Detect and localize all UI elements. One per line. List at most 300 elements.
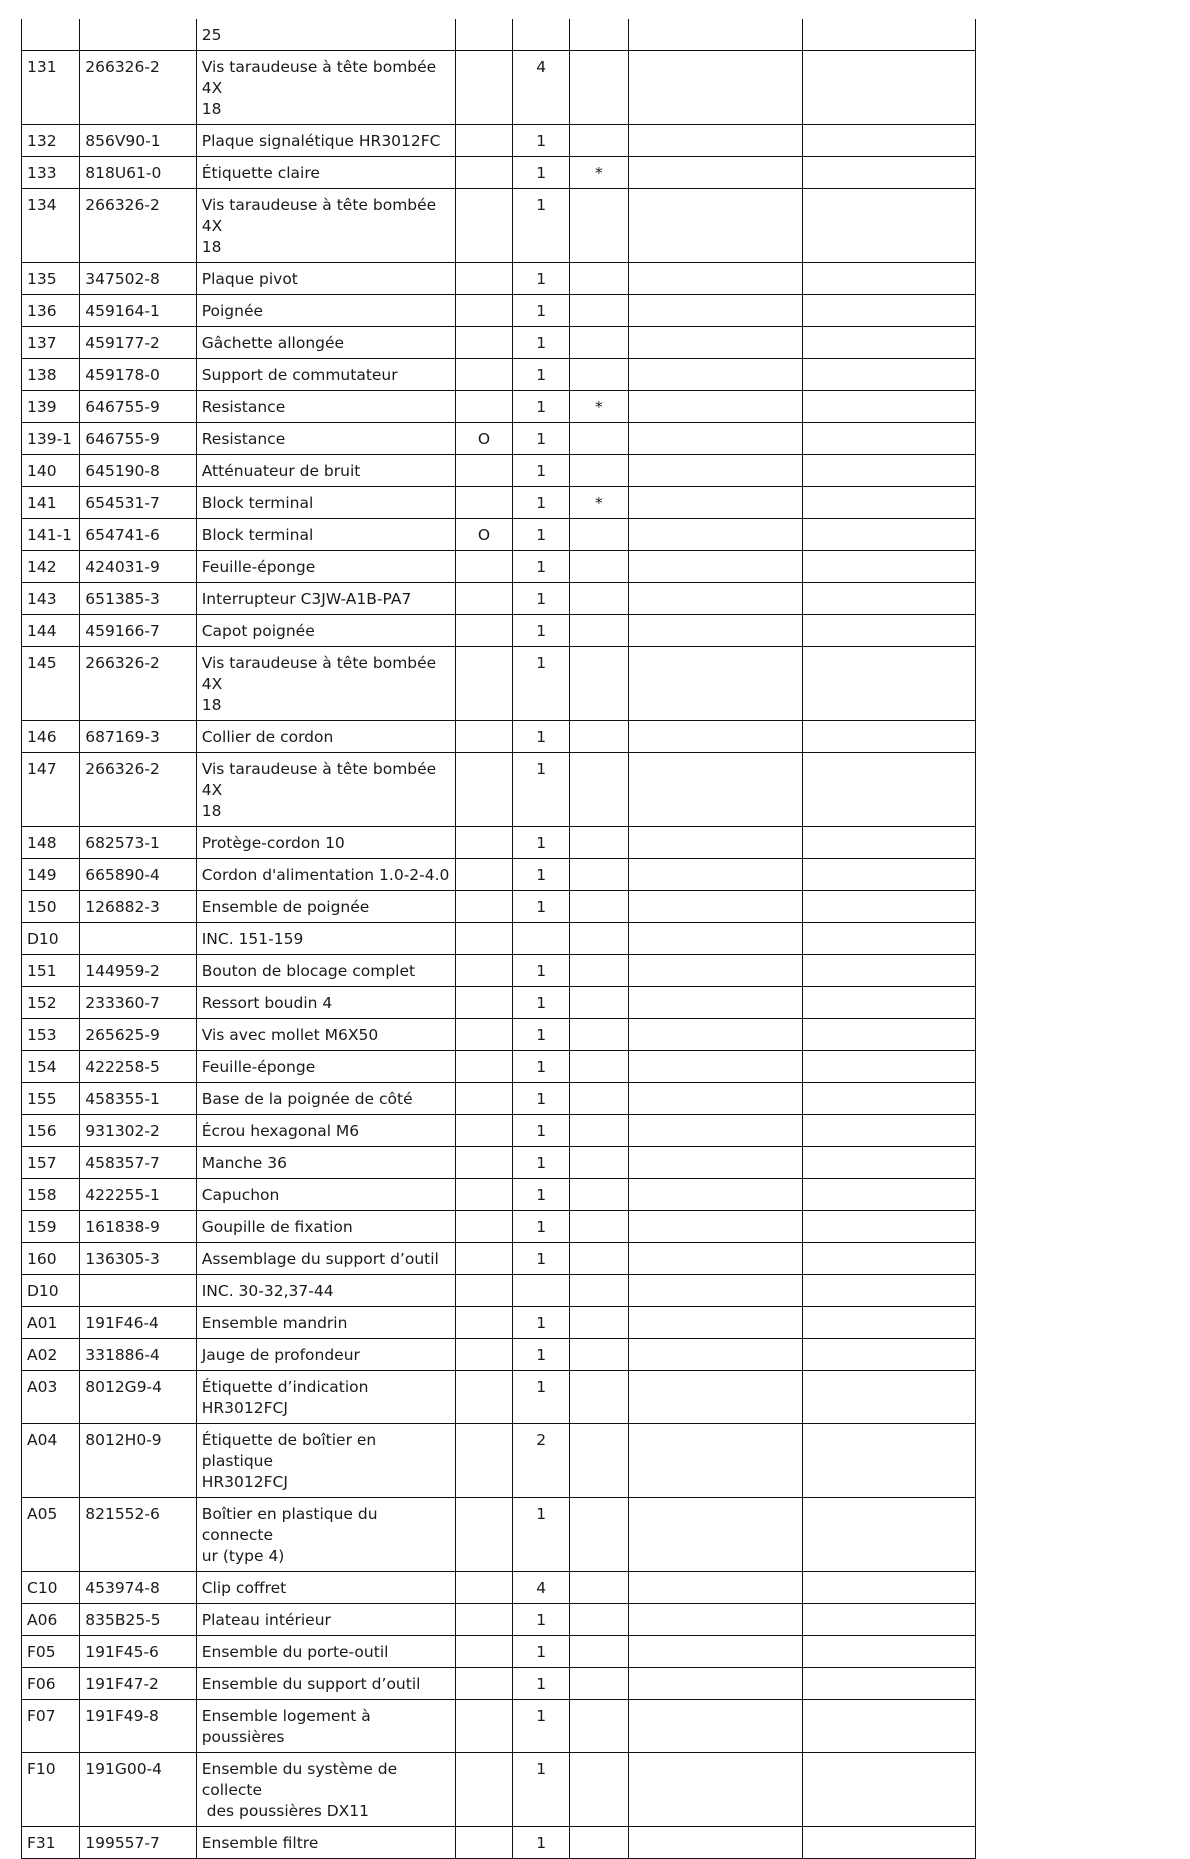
option-cell [455, 1339, 512, 1371]
table-row [22, 647, 976, 721]
remark-cell [803, 157, 976, 189]
table-row [22, 1827, 976, 1859]
remark-cell [803, 615, 976, 647]
mark-cell [570, 1211, 628, 1243]
description-cell: Block terminal [196, 487, 455, 519]
remark-cell [803, 1371, 976, 1424]
option-cell [455, 647, 512, 721]
note-cell [628, 1147, 803, 1179]
table-row [22, 1147, 976, 1179]
quantity-cell: 4 [513, 1572, 570, 1604]
part-number-cell: 682573-1 [80, 827, 196, 859]
item-number-cell: F07 [22, 1700, 80, 1753]
description-cell: Plaque signalétique HR3012FC [196, 125, 455, 157]
item-number-cell: 160 [22, 1243, 80, 1275]
quantity-cell: 1 [513, 615, 570, 647]
table-row [22, 263, 976, 295]
table-row [22, 1275, 976, 1307]
part-number-cell: 191G00-4 [80, 1753, 196, 1827]
table-row [22, 1243, 976, 1275]
table-row [22, 955, 976, 987]
description-cell: Plateau intérieur [196, 1604, 455, 1636]
quantity-cell [513, 19, 570, 51]
quantity-cell: 1 [513, 1243, 570, 1275]
remark-cell [803, 551, 976, 583]
remark-cell [803, 1572, 976, 1604]
option-cell [455, 955, 512, 987]
item-number-cell: 141-1 [22, 519, 80, 551]
option-cell [455, 827, 512, 859]
item-number-cell: 135 [22, 263, 80, 295]
mark-cell [570, 1604, 628, 1636]
part-number-cell: 645190-8 [80, 455, 196, 487]
item-number-cell: 136 [22, 295, 80, 327]
mark-cell [570, 859, 628, 891]
remark-cell [803, 1827, 976, 1859]
mark-cell [570, 327, 628, 359]
note-cell [628, 1424, 803, 1498]
item-number-cell: 131 [22, 51, 80, 125]
part-number-cell: 161838-9 [80, 1211, 196, 1243]
description-cell: Ensemble du support d’outil [196, 1668, 455, 1700]
table-row [22, 1179, 976, 1211]
quantity-cell: 1 [513, 1668, 570, 1700]
mark-cell: * [570, 391, 628, 423]
item-number-cell: 150 [22, 891, 80, 923]
description-cell: Assemblage du support d’outil [196, 1243, 455, 1275]
remark-cell [803, 1147, 976, 1179]
remark-cell [803, 295, 976, 327]
note-cell [628, 859, 803, 891]
mark-cell: * [570, 487, 628, 519]
description-cell: Resistance [196, 391, 455, 423]
note-cell [628, 647, 803, 721]
option-cell [455, 1179, 512, 1211]
quantity-cell: 4 [513, 51, 570, 125]
part-number-cell: 459166-7 [80, 615, 196, 647]
part-number-cell: 835B25-5 [80, 1604, 196, 1636]
quantity-cell: 1 [513, 295, 570, 327]
remark-cell [803, 1339, 976, 1371]
item-number-cell: D10 [22, 1275, 80, 1307]
option-cell [455, 455, 512, 487]
table-row [22, 923, 976, 955]
mark-cell [570, 455, 628, 487]
table-row [22, 19, 976, 51]
note-cell [628, 359, 803, 391]
option-cell [455, 1115, 512, 1147]
mark-cell [570, 987, 628, 1019]
item-number-cell: F31 [22, 1827, 80, 1859]
part-number-cell: 818U61-0 [80, 157, 196, 189]
mark-cell [570, 423, 628, 455]
option-cell [455, 859, 512, 891]
quantity-cell: 1 [513, 1753, 570, 1827]
option-cell [455, 125, 512, 157]
description-cell: Resistance [196, 423, 455, 455]
remark-cell [803, 721, 976, 753]
option-cell [455, 157, 512, 189]
mark-cell [570, 1179, 628, 1211]
remark-cell [803, 859, 976, 891]
mark-cell [570, 1498, 628, 1572]
remark-cell [803, 487, 976, 519]
note-cell [628, 295, 803, 327]
part-number-cell: 126882-3 [80, 891, 196, 923]
option-cell [455, 721, 512, 753]
remark-cell [803, 827, 976, 859]
table-row [22, 189, 976, 263]
description-cell: Gâchette allongée [196, 327, 455, 359]
quantity-cell: 1 [513, 1019, 570, 1051]
remark-cell [803, 955, 976, 987]
note-cell [628, 891, 803, 923]
item-number-cell: A03 [22, 1371, 80, 1424]
description-cell: Protège-cordon 10 [196, 827, 455, 859]
part-number-cell: 136305-3 [80, 1243, 196, 1275]
item-number-cell: 151 [22, 955, 80, 987]
part-number-cell: 458355-1 [80, 1083, 196, 1115]
table-row [22, 157, 976, 189]
item-number-cell: 139-1 [22, 423, 80, 455]
table-row [22, 987, 976, 1019]
description-cell: Jauge de profondeur [196, 1339, 455, 1371]
table-row [22, 1371, 976, 1424]
note-cell [628, 1211, 803, 1243]
part-number-cell: 687169-3 [80, 721, 196, 753]
note-cell [628, 753, 803, 827]
option-cell [455, 189, 512, 263]
item-number-cell: D10 [22, 923, 80, 955]
note-cell [628, 263, 803, 295]
description-cell: Étiquette claire [196, 157, 455, 189]
option-cell [455, 1498, 512, 1572]
quantity-cell: 1 [513, 359, 570, 391]
quantity-cell: 1 [513, 859, 570, 891]
mark-cell [570, 1243, 628, 1275]
note-cell [628, 157, 803, 189]
option-cell: O [455, 423, 512, 455]
note-cell [628, 1179, 803, 1211]
item-number-cell: 146 [22, 721, 80, 753]
quantity-cell: 1 [513, 1083, 570, 1115]
note-cell [628, 423, 803, 455]
quantity-cell: 1 [513, 125, 570, 157]
mark-cell [570, 1636, 628, 1668]
table-row [22, 583, 976, 615]
note-cell [628, 1083, 803, 1115]
mark-cell [570, 519, 628, 551]
mark-cell [570, 1424, 628, 1498]
option-cell [455, 615, 512, 647]
remark-cell [803, 1211, 976, 1243]
description-cell: Support de commutateur [196, 359, 455, 391]
mark-cell [570, 189, 628, 263]
quantity-cell: 1 [513, 551, 570, 583]
note-cell [628, 1700, 803, 1753]
item-number-cell: A05 [22, 1498, 80, 1572]
note-cell [628, 955, 803, 987]
note-cell [628, 583, 803, 615]
quantity-cell: 1 [513, 827, 570, 859]
item-number-cell: 149 [22, 859, 80, 891]
note-cell [628, 1636, 803, 1668]
table-row [22, 551, 976, 583]
mark-cell [570, 359, 628, 391]
remark-cell [803, 1179, 976, 1211]
note-cell [628, 125, 803, 157]
description-cell: Vis taraudeuse à tête bombée 4X 18 [196, 647, 455, 721]
option-cell [455, 1083, 512, 1115]
remark-cell [803, 753, 976, 827]
part-number-cell: 8012G9-4 [80, 1371, 196, 1424]
part-number-cell: 331886-4 [80, 1339, 196, 1371]
option-cell [455, 1604, 512, 1636]
part-number-cell: 266326-2 [80, 753, 196, 827]
item-number-cell: 140 [22, 455, 80, 487]
mark-cell [570, 891, 628, 923]
mark-cell [570, 1668, 628, 1700]
quantity-cell: 1 [513, 955, 570, 987]
note-cell [628, 1572, 803, 1604]
mark-cell [570, 1700, 628, 1753]
description-cell: Clip coffret [196, 1572, 455, 1604]
quantity-cell: 1 [513, 1700, 570, 1753]
description-cell: Étiquette d’indication HR3012FCJ [196, 1371, 455, 1424]
table-row [22, 327, 976, 359]
quantity-cell: 1 [513, 891, 570, 923]
remark-cell [803, 519, 976, 551]
option-cell [455, 391, 512, 423]
part-number-cell: 422255-1 [80, 1179, 196, 1211]
option-cell [455, 1275, 512, 1307]
note-cell [628, 987, 803, 1019]
description-cell: Écrou hexagonal M6 [196, 1115, 455, 1147]
description-cell: Vis taraudeuse à tête bombée 4X 18 [196, 753, 455, 827]
remark-cell [803, 19, 976, 51]
note-cell [628, 1371, 803, 1424]
description-cell: Feuille-éponge [196, 551, 455, 583]
table-row [22, 1339, 976, 1371]
description-cell: Capot poignée [196, 615, 455, 647]
item-number-cell: A06 [22, 1604, 80, 1636]
note-cell [628, 923, 803, 955]
mark-cell [570, 1051, 628, 1083]
option-cell [455, 1668, 512, 1700]
note-cell [628, 1115, 803, 1147]
part-number-cell: 654741-6 [80, 519, 196, 551]
note-cell [628, 1019, 803, 1051]
description-cell: Bouton de blocage complet [196, 955, 455, 987]
remark-cell [803, 1051, 976, 1083]
quantity-cell [513, 923, 570, 955]
item-number-cell: 137 [22, 327, 80, 359]
option-cell [455, 1827, 512, 1859]
remark-cell [803, 891, 976, 923]
part-number-cell: 856V90-1 [80, 125, 196, 157]
part-number-cell [80, 1275, 196, 1307]
option-cell [455, 923, 512, 955]
part-number-cell: 654531-7 [80, 487, 196, 519]
option-cell [455, 1424, 512, 1498]
quantity-cell: 1 [513, 1147, 570, 1179]
option-cell [455, 1019, 512, 1051]
item-number-cell: 147 [22, 753, 80, 827]
item-number-cell: A02 [22, 1339, 80, 1371]
note-cell [628, 391, 803, 423]
note-cell [628, 1498, 803, 1572]
remark-cell [803, 1700, 976, 1753]
description-cell: Atténuateur de bruit [196, 455, 455, 487]
mark-cell [570, 647, 628, 721]
description-cell: Ensemble de poignée [196, 891, 455, 923]
quantity-cell: 1 [513, 753, 570, 827]
table-row [22, 1019, 976, 1051]
item-number-cell: 148 [22, 827, 80, 859]
option-cell [455, 583, 512, 615]
mark-cell [570, 827, 628, 859]
note-cell [628, 721, 803, 753]
part-number-cell: 458357-7 [80, 1147, 196, 1179]
remark-cell [803, 1083, 976, 1115]
table-row [22, 519, 976, 551]
option-cell [455, 359, 512, 391]
remark-cell [803, 583, 976, 615]
table-row [22, 1211, 976, 1243]
item-number-cell: 138 [22, 359, 80, 391]
description-cell: Ensemble du porte-outil [196, 1636, 455, 1668]
quantity-cell: 1 [513, 391, 570, 423]
option-cell [455, 1636, 512, 1668]
part-number-cell: 144959-2 [80, 955, 196, 987]
option-cell [455, 1753, 512, 1827]
table-row [22, 1424, 976, 1498]
remark-cell [803, 923, 976, 955]
option-cell [455, 891, 512, 923]
table-row [22, 1572, 976, 1604]
option-cell [455, 1243, 512, 1275]
table-row [22, 1307, 976, 1339]
item-number-cell: F06 [22, 1668, 80, 1700]
table-row [22, 827, 976, 859]
mark-cell [570, 1019, 628, 1051]
part-number-cell: 191F49-8 [80, 1700, 196, 1753]
quantity-cell: 1 [513, 263, 570, 295]
item-number-cell: 142 [22, 551, 80, 583]
remark-cell [803, 987, 976, 1019]
description-cell: Goupille de fixation [196, 1211, 455, 1243]
part-number-cell: 266326-2 [80, 51, 196, 125]
item-number-cell [22, 19, 80, 51]
mark-cell [570, 1572, 628, 1604]
item-number-cell: 141 [22, 487, 80, 519]
part-number-cell: 821552-6 [80, 1498, 196, 1572]
quantity-cell: 1 [513, 1051, 570, 1083]
description-cell: Plaque pivot [196, 263, 455, 295]
option-cell [455, 1371, 512, 1424]
remark-cell [803, 1636, 976, 1668]
part-number-cell: 191F46-4 [80, 1307, 196, 1339]
remark-cell [803, 391, 976, 423]
description-cell: Boîtier en plastique du connecte ur (type 4) [196, 1498, 455, 1572]
mark-cell [570, 955, 628, 987]
remark-cell [803, 1275, 976, 1307]
remark-cell [803, 1668, 976, 1700]
quantity-cell: 1 [513, 1339, 570, 1371]
mark-cell [570, 263, 628, 295]
mark-cell [570, 551, 628, 583]
note-cell [628, 1275, 803, 1307]
quantity-cell: 1 [513, 455, 570, 487]
table-row [22, 391, 976, 423]
item-number-cell: 153 [22, 1019, 80, 1051]
table-row [22, 359, 976, 391]
quantity-cell: 1 [513, 1307, 570, 1339]
option-cell [455, 295, 512, 327]
item-number-cell: A04 [22, 1424, 80, 1498]
note-cell [628, 19, 803, 51]
quantity-cell: 1 [513, 423, 570, 455]
note-cell [628, 1604, 803, 1636]
table-row [22, 455, 976, 487]
table-row [22, 1604, 976, 1636]
mark-cell [570, 1275, 628, 1307]
table-row [22, 1668, 976, 1700]
item-number-cell: A01 [22, 1307, 80, 1339]
description-cell: Vis avec mollet M6X50 [196, 1019, 455, 1051]
part-number-cell: 646755-9 [80, 423, 196, 455]
remark-cell [803, 263, 976, 295]
item-number-cell: F10 [22, 1753, 80, 1827]
remark-cell [803, 125, 976, 157]
table-row [22, 1051, 976, 1083]
option-cell [455, 487, 512, 519]
note-cell [628, 455, 803, 487]
part-number-cell: 424031-9 [80, 551, 196, 583]
part-number-cell: 265625-9 [80, 1019, 196, 1051]
remark-cell [803, 1498, 976, 1572]
remark-cell [803, 455, 976, 487]
part-number-cell: 459177-2 [80, 327, 196, 359]
mark-cell [570, 923, 628, 955]
mark-cell [570, 1827, 628, 1859]
item-number-cell: F05 [22, 1636, 80, 1668]
item-number-cell: 156 [22, 1115, 80, 1147]
item-number-cell: 157 [22, 1147, 80, 1179]
option-cell: O [455, 519, 512, 551]
table-row [22, 615, 976, 647]
quantity-cell: 1 [513, 1211, 570, 1243]
description-cell: 25 [196, 19, 455, 51]
item-number-cell: 144 [22, 615, 80, 647]
item-number-cell: 133 [22, 157, 80, 189]
quantity-cell: 1 [513, 583, 570, 615]
quantity-cell: 1 [513, 327, 570, 359]
option-cell [455, 1700, 512, 1753]
quantity-cell: 1 [513, 1371, 570, 1424]
note-cell [628, 1753, 803, 1827]
option-cell [455, 51, 512, 125]
description-cell: Capuchon [196, 1179, 455, 1211]
quantity-cell: 1 [513, 721, 570, 753]
part-number-cell: 665890-4 [80, 859, 196, 891]
option-cell [455, 551, 512, 583]
description-cell: Feuille-éponge [196, 1051, 455, 1083]
mark-cell [570, 295, 628, 327]
description-cell: Ressort boudin 4 [196, 987, 455, 1019]
item-number-cell: 154 [22, 1051, 80, 1083]
quantity-cell: 1 [513, 1604, 570, 1636]
